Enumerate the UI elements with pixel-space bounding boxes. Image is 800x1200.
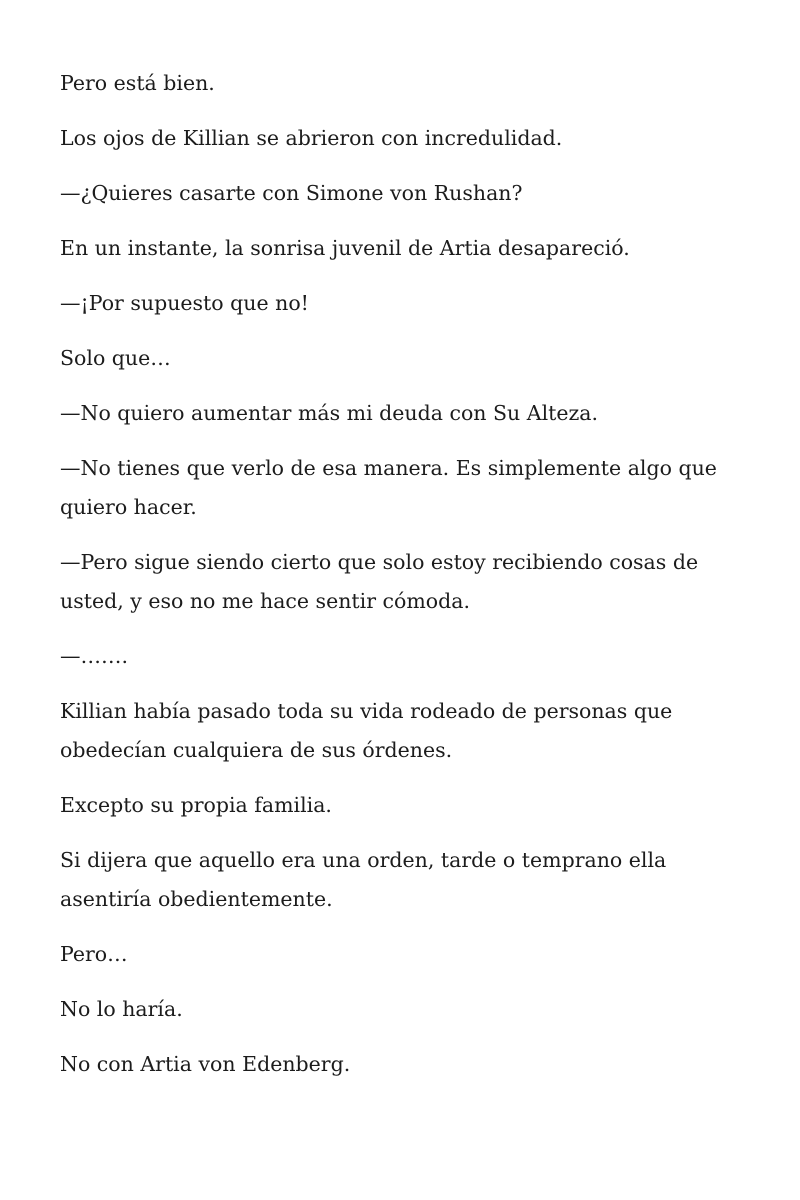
- paragraph: En un instante, la sonrisa juvenil de Artia desapareció.: [60, 236, 630, 260]
- paragraph: —¡Por supuesto que no!: [60, 291, 309, 315]
- paragraph: —Pero sigue siendo cierto que solo estoy recibiendo cosas de usted, y eso no me hace sentir cómoda.: [60, 550, 699, 613]
- paragraph: Si dijera que aquello era una orden, tarde o temprano ella asentiría obedientemente.: [60, 848, 667, 911]
- paragraph: Pero está bien.: [60, 71, 215, 95]
- paragraph: Excepto su propia familia.: [60, 793, 332, 817]
- paragraph: —No tienes que verlo de esa manera. Es simplemente algo que quiero hacer.: [60, 456, 717, 519]
- paragraph: Killian había pasado toda su vida rodeado de personas que obedecían cualquiera de sus órdenes.: [60, 699, 673, 762]
- paragraph: Los ojos de Killian se abrieron con incredulidad.: [60, 126, 563, 150]
- paragraph: —…….: [60, 644, 129, 668]
- paragraph: Pero…: [60, 942, 128, 966]
- paragraph: No lo haría.: [60, 997, 183, 1021]
- paragraph: —¿Quieres casarte con Simone von Rushan?: [60, 181, 523, 205]
- paragraph: Solo que…: [60, 346, 171, 370]
- paragraph: No con Artia von Edenberg.: [60, 1052, 351, 1076]
- paragraph: —No quiero aumentar más mi deuda con Su Alteza.: [60, 401, 599, 425]
- document-body: [60, 64, 740, 1100]
